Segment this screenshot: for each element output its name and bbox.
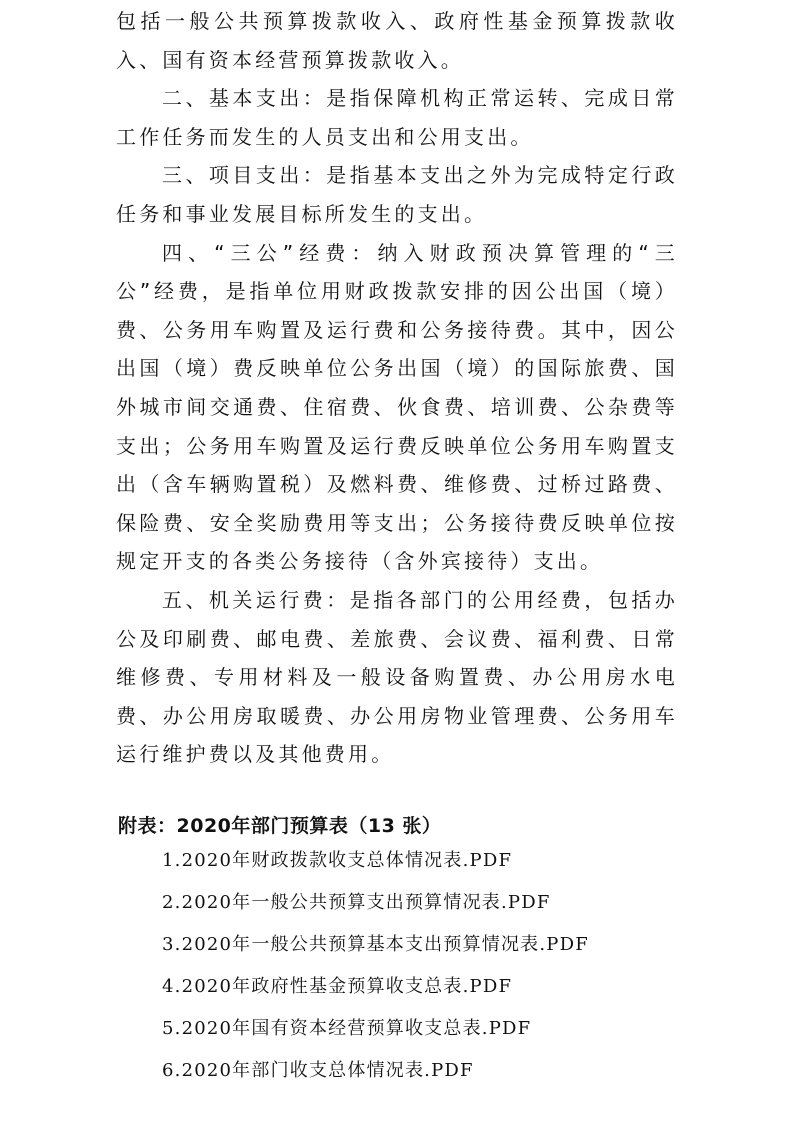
paragraph-project-expenditure: 三、项目支出：是指基本支出之外为完成特定行政任务和事业发展目标所发生的支出。 [116,163,678,226]
attachment-link[interactable]: 2.2020年一般公共预算支出预算情况表.PDF [162,892,551,913]
paragraph-three-public-expenses: 四、“三公”经费：纳入财政预决算管理的“三公”经费，是指单位用财政拨款安排的因公出国（境）费、公务用车购置及运行费和公务接待费。其中，因公出国（境）费反映单位公务出国（境）的国际旅费、国外城市间交通费、住宿费、伙食费、培训费、公杂费等支出；公务用车购置及运行费反映单位公务用车购置支出（含车辆购置税）及燃料费、维修费、过桥过路费、保险费、安全奖励费用等支出；公务接待费反映单位按规定开支的各类公务接待（含外宾接待）支出。 [116,240,678,574]
attachment-link[interactable]: 5.2020年国有资本经营预算收支总表.PDF [162,1018,532,1039]
document-body [116,2,678,774]
paragraph-agency-operating-costs: 五、机关运行费：是指各部门的公用经费，包括办公及印刷费、邮电费、差旅费、会议费、福利费、日常维修费、专用材料及一般设备购置费、办公用房水电费、办公用房取暖费、办公用房物业管理费、公务用车运行维护费以及其他费用。 [116,587,678,767]
paragraph-continuation: 包括一般公共预算拨款收入、政府性基金预算拨款收入、国有资本经营预算拨款收入。 [116,9,678,72]
attachments-list [162,846,722,1098]
paragraph-basic-expenditure: 二、基本支出：是指保障机构正常运转、完成日常工作任务而发生的人员支出和公用支出。 [116,86,678,149]
attachment-link[interactable]: 3.2020年一般公共预算基本支出预算情况表.PDF [162,934,589,955]
attachment-link[interactable]: 1.2020年财政拨款收支总体情况表.PDF [162,850,513,871]
attachments-title: 附表：2020年部门预算表（13 张） [118,815,442,837]
attachment-link[interactable]: 6.2020年部门收支总体情况表.PDF [162,1060,474,1081]
attachment-link[interactable]: 4.2020年政府性基金预算收支总表.PDF [162,976,513,997]
